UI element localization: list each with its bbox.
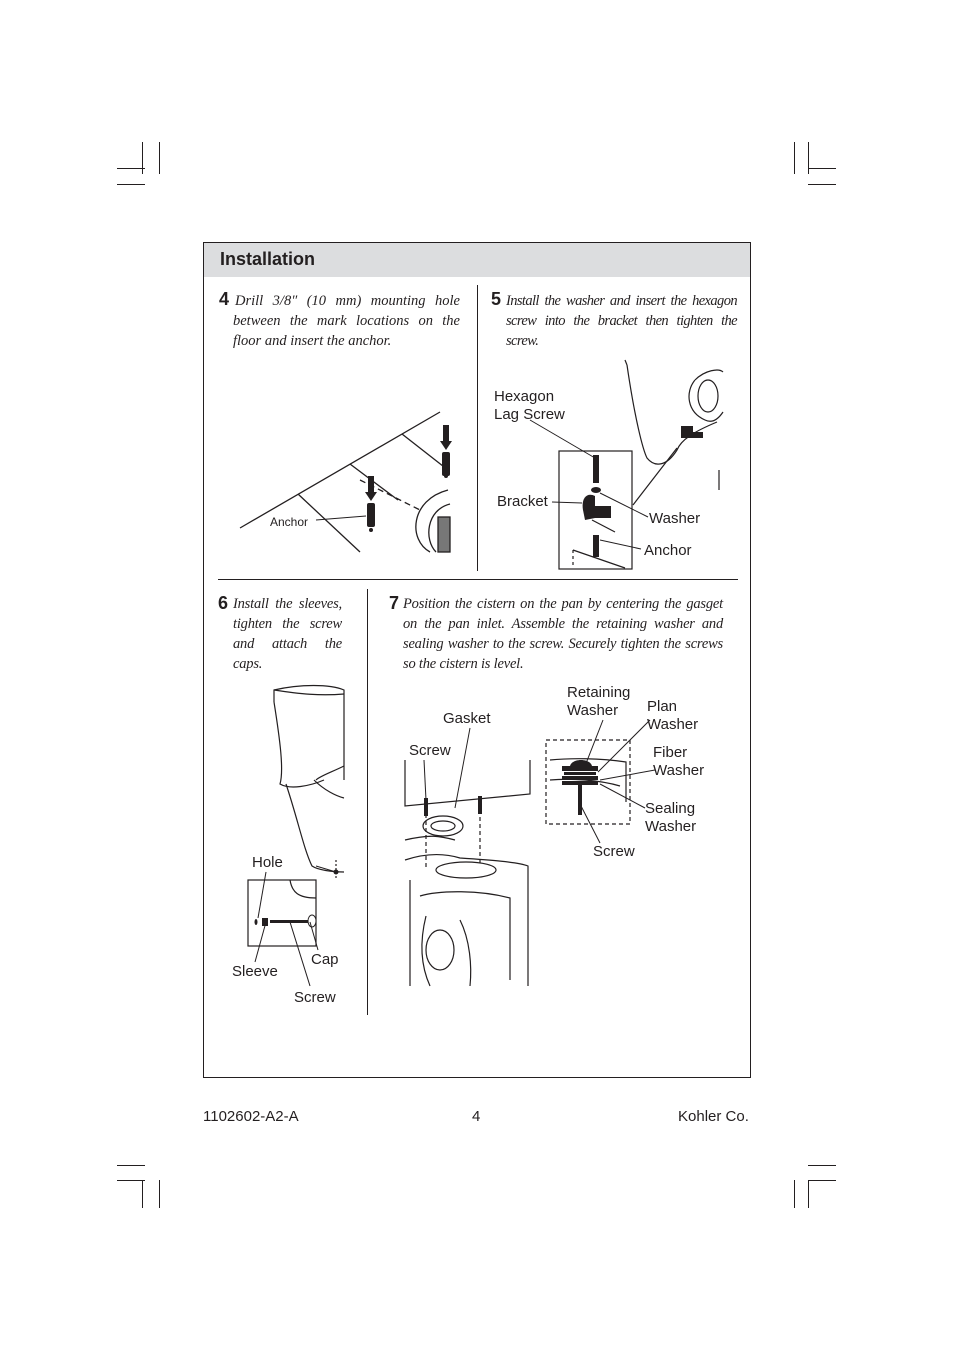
retaining-washer-label: Retaining Washer	[567, 684, 631, 719]
step-number: 6	[218, 593, 229, 613]
step-text: Position the cistern on the pan by centering the gasget on the pan inlet. Assemble the retaining washer and sealing washer to the screw. Securely tighten the screws so the cistern is level.	[403, 596, 723, 672]
fiber-washer-label: Fiber Washer	[653, 744, 705, 779]
screw-label: Screw	[294, 989, 336, 1006]
hexagon-lag-screw-label: Hexagon Lag Screw	[494, 388, 565, 423]
anchor-label: Anchor	[644, 542, 692, 559]
step-text: Drill 3/8″ (10 mm) mounting hole between the mark locations on the floor and insert the anchor.	[233, 293, 460, 349]
screw-label: Screw	[409, 742, 451, 759]
company-name: Kohler Co.	[678, 1108, 749, 1125]
washer-label: Washer	[649, 510, 701, 527]
plan-washer-label: Plan Washer	[647, 698, 699, 733]
sleeve-label: Sleeve	[232, 963, 278, 980]
bracket-label: Bracket	[497, 493, 548, 510]
step-number: 7	[389, 593, 400, 613]
section-title: Installation	[220, 249, 316, 269]
sealing-washer-label: Sealing Washer	[645, 800, 697, 835]
step-number: 5	[491, 289, 502, 309]
step-text: Install the sleeves, tighten the screw and attach the caps.	[233, 596, 342, 672]
doc-number: 1102602-A2-A	[203, 1108, 299, 1125]
step-number: 4	[219, 289, 230, 309]
anchor-label: Anchor	[270, 515, 309, 529]
cap-label: Cap	[311, 951, 339, 968]
page-number: 4	[472, 1108, 481, 1125]
gasket-label: Gasket	[443, 710, 491, 727]
hole-label: Hole	[252, 854, 283, 871]
step-text: Install the washer and insert the hexagon screw into the bracket then tighten the screw.	[506, 293, 737, 349]
screw-label: Screw	[593, 843, 635, 860]
